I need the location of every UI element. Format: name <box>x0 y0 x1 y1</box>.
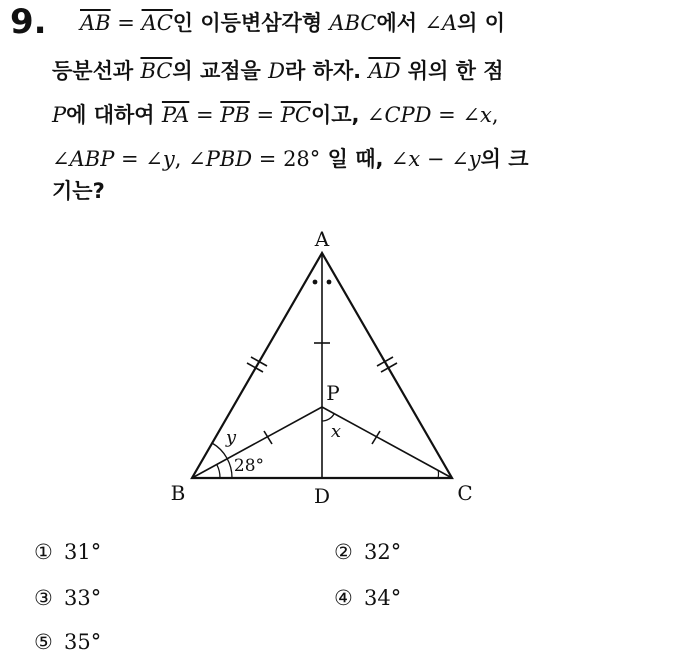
question-text: 일 때, <box>320 147 391 171</box>
question-text: 기는? <box>52 179 105 203</box>
question-text: 이고, <box>310 103 367 127</box>
label-d: D <box>313 484 331 508</box>
question-text: 의 크 <box>480 147 529 171</box>
choice-marker: ⑤ <box>34 630 53 654</box>
segment-pc: $\overline{PC}$ <box>280 103 311 127</box>
angle-mark-dot <box>327 280 332 285</box>
equals-sign: = <box>189 103 221 127</box>
equals-sign: = <box>252 147 284 171</box>
angle-y: ∠y <box>145 147 175 171</box>
choice-marker: ① <box>34 540 53 564</box>
angle-cpd: ∠CPD <box>366 103 432 127</box>
choice-value: 35° <box>64 630 102 654</box>
angle-a: ∠A <box>424 11 458 35</box>
label-c: C <box>457 481 473 505</box>
choice-2[interactable] <box>334 540 401 564</box>
segment-pa: $\overline{PA}$ <box>161 103 190 127</box>
equals-sign: = <box>114 147 146 171</box>
choice-1[interactable] <box>34 540 101 564</box>
question-number: 9. <box>10 2 47 42</box>
question-text: 라 하자. <box>284 59 369 83</box>
segment-ab: $\overline{AB}$ <box>80 11 111 35</box>
label-28deg: 28° <box>233 456 265 476</box>
choice-value: 31° <box>64 540 102 564</box>
segment-bc: $\overline{BC}$ <box>140 59 173 83</box>
angle-arc-28 <box>217 465 220 478</box>
segment-ad: $\overline{AD}$ <box>368 59 401 83</box>
minus-sign: − <box>420 147 452 171</box>
choice-value: 34° <box>364 586 402 610</box>
choice-value: 32° <box>364 540 402 564</box>
label-b: B <box>170 481 186 505</box>
choice-marker: ② <box>334 540 353 564</box>
label-x: x <box>330 421 342 442</box>
comma: , <box>174 147 189 171</box>
question-text: 의 교점을 <box>172 59 269 83</box>
question-text: 위의 한 점 <box>400 59 504 83</box>
label-p: P <box>326 381 340 405</box>
point-d: D <box>268 59 285 83</box>
question-text: 에서 <box>376 11 425 35</box>
question-text: 등분선과 <box>52 59 141 83</box>
angle-value: 28° <box>283 147 321 171</box>
angle-y: ∠y <box>451 147 481 171</box>
angle-x: ∠x <box>390 147 421 171</box>
triangle-abc: ABC <box>329 11 377 35</box>
choice-5[interactable] <box>34 630 101 654</box>
comma: , <box>491 103 499 127</box>
equals-sign: = <box>249 103 281 127</box>
question-text: 의 이 <box>457 11 506 35</box>
point-p: P <box>52 103 67 127</box>
choice-4[interactable] <box>334 586 401 610</box>
angle-abp: ∠ABP <box>52 147 115 171</box>
equals-sign: = <box>431 103 463 127</box>
choice-marker: ④ <box>334 586 353 610</box>
angle-arc-x <box>322 414 334 421</box>
question-text: 에 대하여 <box>66 103 162 127</box>
segment-pb: $\overline{PB}$ <box>220 103 250 127</box>
equals-sign: = <box>110 11 142 35</box>
label-y: y <box>225 427 237 448</box>
angle-arc-y <box>212 443 232 478</box>
segment-ac: $\overline{AC}$ <box>141 11 173 35</box>
angle-pbd: ∠PBD <box>188 147 253 171</box>
angle-arc-c <box>438 470 439 478</box>
angle-x: ∠x <box>462 103 492 127</box>
angle-mark-dot <box>313 280 318 285</box>
question-text: 인 이등변삼각형 <box>172 11 330 35</box>
choice-marker: ③ <box>34 586 53 610</box>
choice-value: 33° <box>64 586 102 610</box>
choice-3[interactable] <box>34 586 101 610</box>
label-a: A <box>314 227 330 251</box>
